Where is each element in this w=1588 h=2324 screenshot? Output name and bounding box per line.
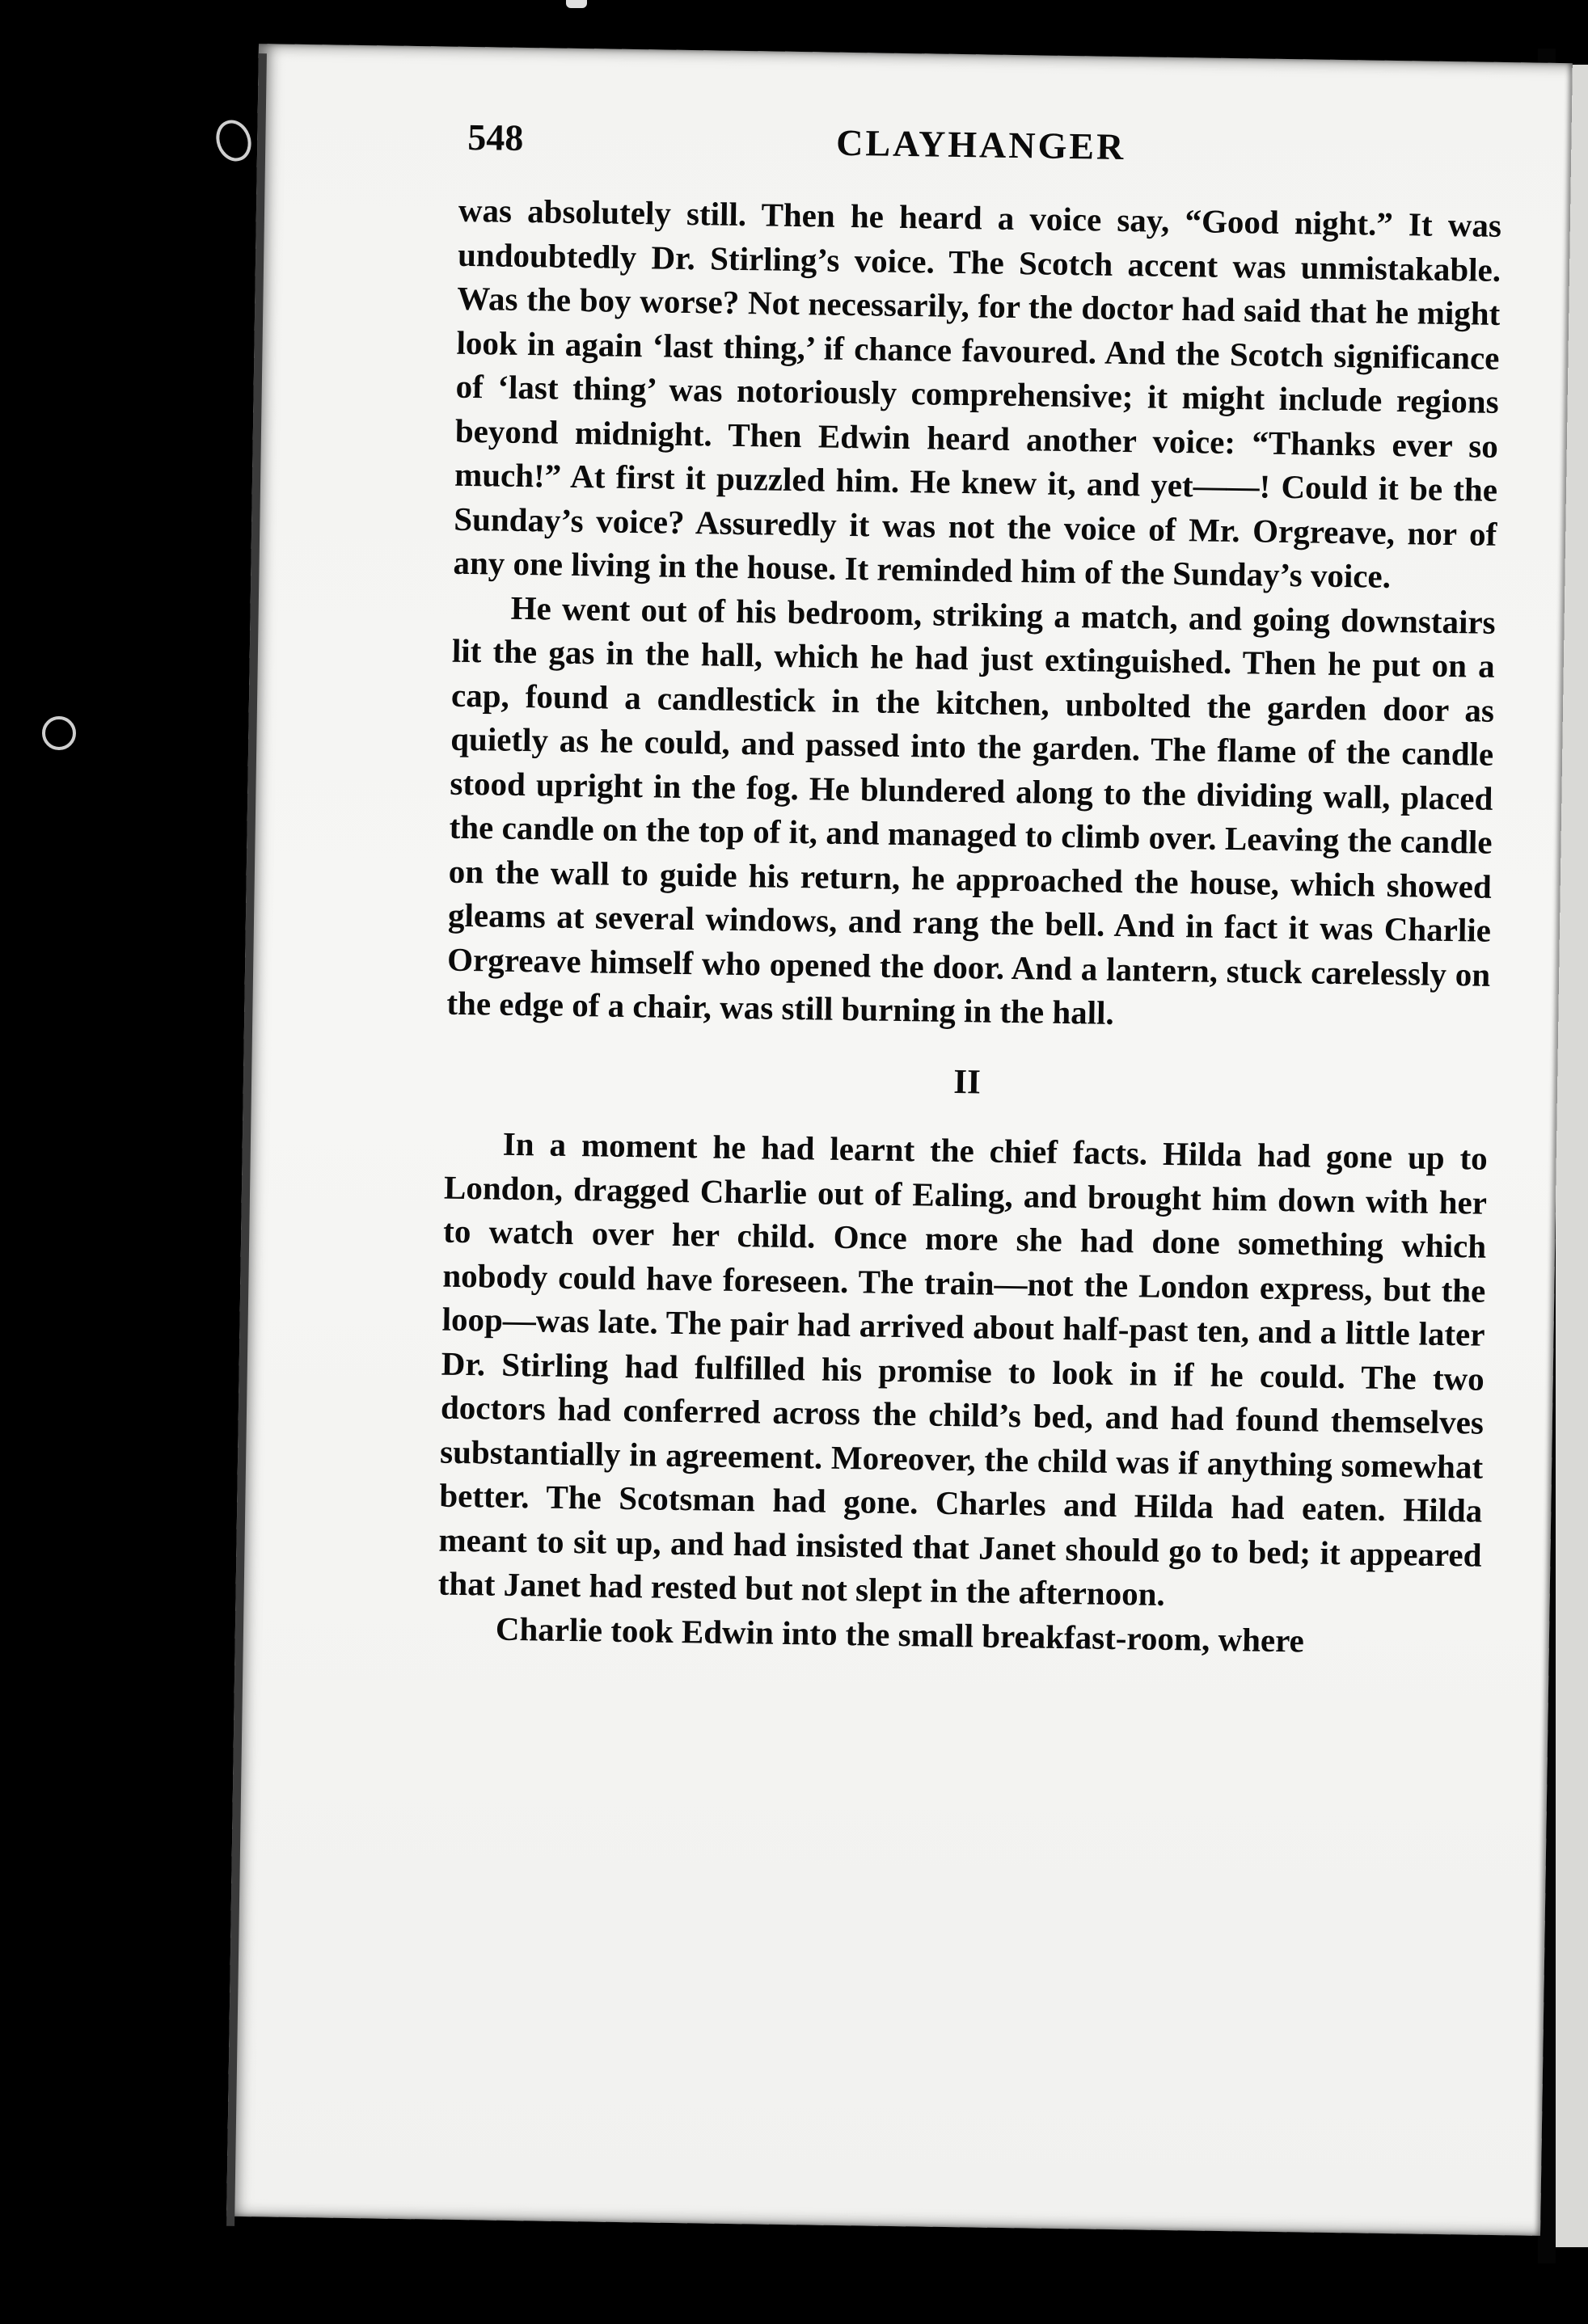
scan-artifact-ring: [42, 716, 76, 750]
paragraph-4: Charlie took Edwin into the small breakfast-room, where: [495, 1609, 1305, 1659]
page-text: [437, 116, 1503, 1665]
section-number: II: [952, 1062, 982, 1101]
running-head: CLAYHANGER: [835, 121, 1126, 168]
book-page: [226, 44, 1573, 2236]
scan-artifact-mark: [566, 0, 587, 8]
page-header: [458, 116, 1502, 204]
page-number: 548: [467, 116, 524, 158]
paragraph-2: He went out of his bedroom, striking a match, and going downstairs lit the gas in the hall, which he had just extinguished. Then he put on a cap, found a candlestick in the kitchen, unbolted the garden door as quietly as he could, and passed into the garden. The flame of the candle stood upright in the fog. He blundered along to the dividing wall, placed the candle on the top of it, and managed to climb over. Leaving the candle on the wall to guide his return, he approached the house, which showed gleams at several windows, and rang the bell. And in fact it was Charlie Orgreave himself who opened the door. And a lantern, stuck carelessly on the edge of a chair, was still burning in the hall.: [446, 588, 1496, 1031]
paragraph-3: In a moment he had learnt the chief facts. Hilda had gone up to London, dragged Charlie out of Ealing, and brought him down with her to watch over her child. Once more she had done something which nobody could have foreseen. The train—not the London express, but the loop—was late. The pair had arrived about half-past ten, and a little later Dr. Stirling had fulfilled his promise to look in if he could. The two doctors had conferred across the child’s bed, and had found themselves substantially in agreement. Moreover, the child was if anything somewhat better. The Scotsman had gone. Charles and Hilda had eaten. Hilda meant to sit up, and had insisted that Janet should go to bed; it appeared that Janet had rested but not slept in the afternoon.: [437, 1124, 1489, 1613]
paragraph-1: was absolutely still. Then he heard a voice say, “Good night.” It was undoubtedly Dr. Stirling’s voice. The Scotch accent was unmistakable. Was the boy worse? Not necessarily, for the doctor had said that he might look in again ‘last thing,’ if chance favoured. And the Scotch significance of ‘last thing’ was notoriously comprehensive; it might include regions beyond midnight. Then Edwin heard another voice: “Thanks ever so much!” At first it puzzled him. He knew it, and yet——! Could it be the Sunday’s voice? Assuredly it was not the voice of Mr. Orgreave, nor of any one living in the house. It reminded him of the Sunday’s voice.: [453, 191, 1502, 595]
